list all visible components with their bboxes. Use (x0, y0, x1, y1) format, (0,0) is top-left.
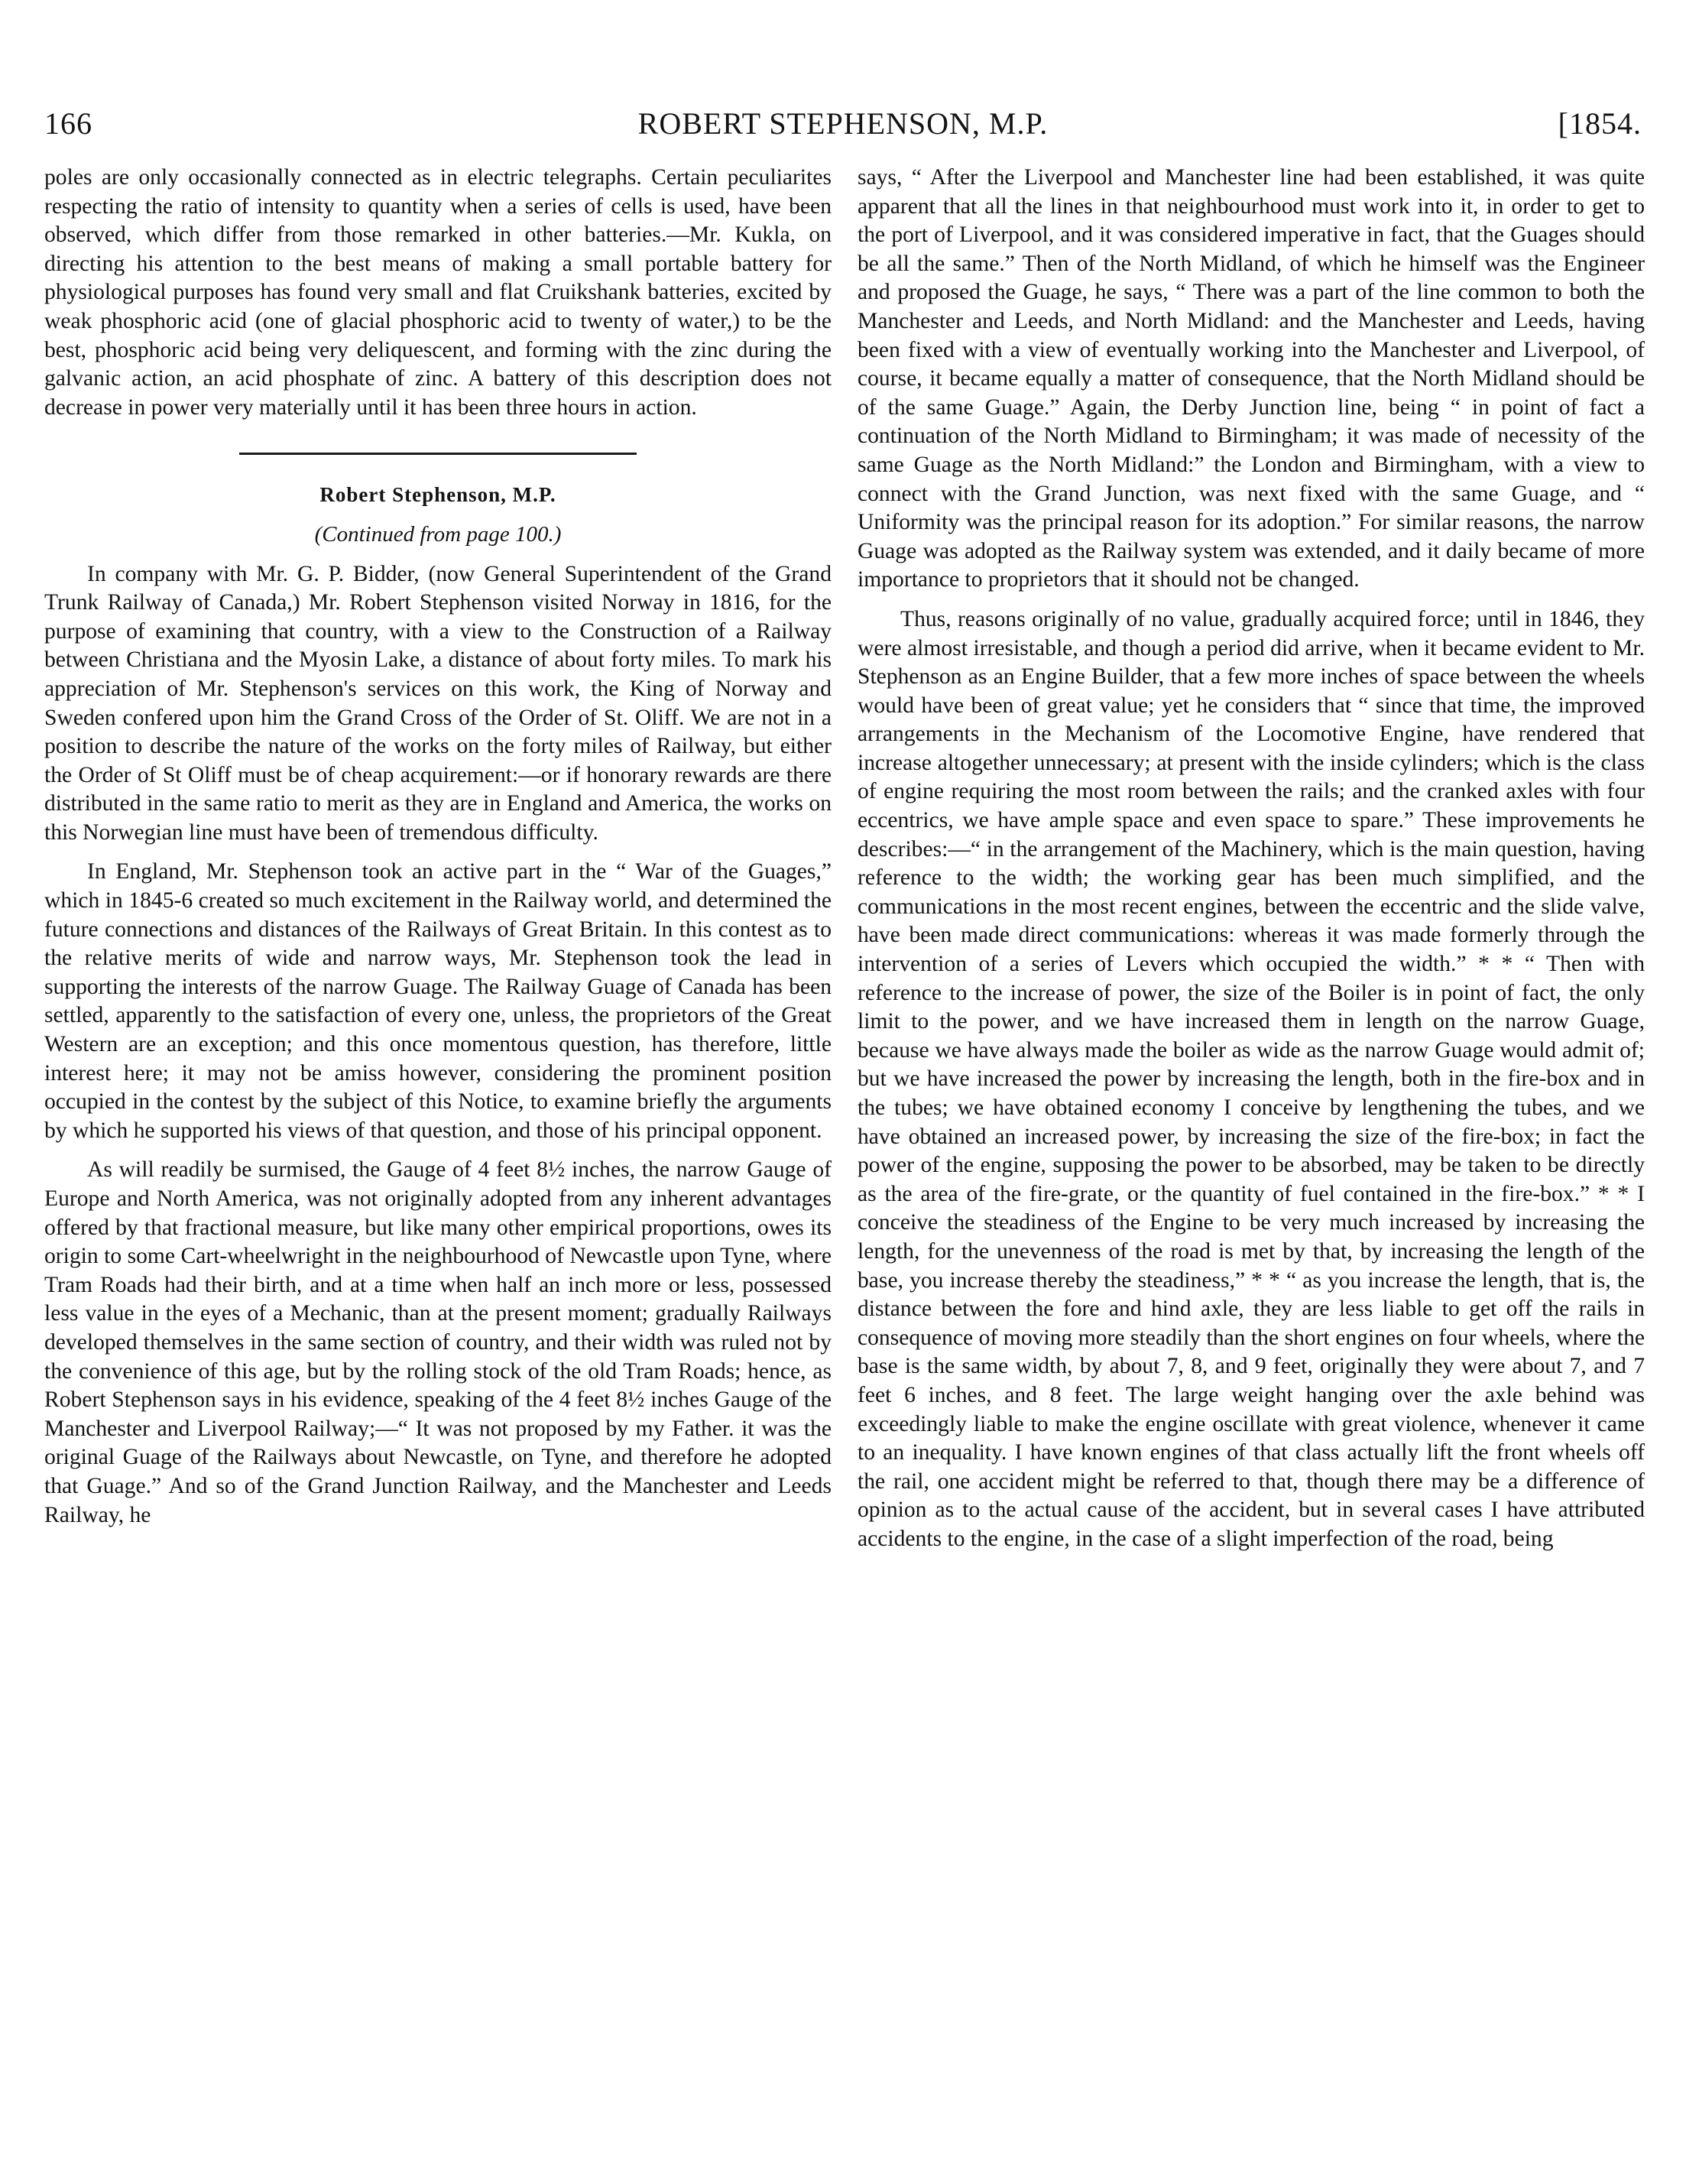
body-paragraph: Thus, reasons originally of no value, gradually acquired force; until in 1846, they were almost irresistable, and though a period did arrive, when it became evident to Mr. Stephenson as an Engine Builder, that a few more inches of space between the wheels would have been of great value; yet he considers that “ since that time, the improved arrangements in the Mechanism of the Locomotive Engine, have rendered that increase altogether unnecessary; at present with the inside cylinders; which is the class of engine requiring the most room between the rails; and the cranked axles with four eccentrics, we have ample space and even space to spare.” These improvements he describes:—“ in the arrangement of the Machinery, which is the main question, having reference to the width; the working gear has been much simplified, and the communications in the most recent engines, between the eccentric and the slide valve, have been made direct communications: whereas it was made formerly through the intervention of a series of Levers which occupied the width.” * * “ Then with reference to the increase of power, the size of the Boiler is in point of fact, the only limit to the power, and we have increased them in length on the narrow Guage, because we have always made the boiler as wide as the narrow Guage would admit of; but we have increased the power by increasing the length, both in the fire-box and in the tubes; we have obtained economy I conceive by lengthening the tubes, and we have obtained an increased power, by increasing the size of the fire-box; in fact the power of the engine, supposing the power to be absorbed, may be taken to be directly as the area of the fire-grate, or the quantity of fuel contained in the fire-box.” * * I conceive the steadiness of the Engine to be very much increased by increasing the length, for the unevenness of the road is met by that, by increasing the length of the base, you increase thereby the steadiness,” * * “ as you increase the length, that is, the distance between the fore and hind axle, they are less liable to get off the rails in consequence of moving more steadily than the short engines on four wheels, where the base is the same width, by about 7, 8, and 9 feet, originally they were about 7, and 7 feet 6 inches, and 8 feet. The large weight hanging over the axle behind was exceedingly liable to make the engine oscillate with great violence, whenever it came to an inequality. I have known engines of that class actually lift the front wheels off the rail, one accident might be referred to that, though there may be a difference of opinion as to the actual cause of the accident, but in several cases I have attributed accidents to the engine, in the case of a slight imperfection of the road, being (858, 606, 1645, 1551)
body-paragraph: In company with Mr. G. P. Bidder, (now General Superintendent of the Grand Trunk Railway of Canada,) Mr. Robert Stephenson visited Norway in 1816, for the purpose of examining that country, with a view to the Construction of a Railway between Christiana and the Myosin Lake, a distance of about forty miles. To mark his appreciation of Mr. Stephenson's services on this work, the King of Norway and Sweden confered upon him the Grand Cross of the Order of St. Oliff. We are not in a position to describe the nature of the works on the forty miles of Railway, but either the Order of St Oliff must be of cheap acquirement:—or if honorary rewards are there distributed in the same ratio to merit as they are in England and America, the works on this Norwegian line must have been of tremendous difficulty. (44, 561, 832, 845)
section-title: Robert Stephenson, M.P. (319, 483, 556, 507)
page-number: 166 (44, 106, 92, 141)
running-title: ROBERT STEPHENSON, M.P. (637, 106, 1049, 141)
body-paragraph: As will readily be surmised, the Gauge of 4 feet 8½ inches, the narrow Gauge of Europe and North America, was not originally adopted from any inherent advantages offered by that fractional measure, but like many other empirical proportions, owes its origin to some Cart-wheelwright in the neighbourhood of Newcastle upon Tyne, where Tram Roads had their birth, and at a time when half an inch more or less, possessed less value in the eyes of a Mechanic, than at the present moment; gradually Railways developed themselves in the same section of country, and their width was ruled not by the convenience of this age, but by the rolling stock of the old Tram Roads; hence, as Robert Stephenson says in his evidence, speaking of the 4 feet 8½ inches Gauge of the Manchester and Liverpool Railway;—“ It was not proposed by my Father. it was the original Guage of the Railways about Newcastle, on Tyne, and therefore he adopted that Guage.” And so of the Grand Junction Railway, and the Manchester and Leeds Railway, he (44, 1157, 832, 1527)
intro-paragraph: poles are only occasionally connected as in electric telegraphs. Certain peculiarites respecting the ratio of intensity to quantity when a series of cells is used, have been observed, which differ from those remarked in other batteries.—Mr. Kukla, on directing his attention to the best means of making a small portable battery for physiological purposes has found very small and flat Cruikshank batteries, excited by weak phosphoric acid (one of glacial phosphoric acid to twenty of water,) to be the best, phosphoric acid being very deliquescent, and forming with the zinc during the galvanic action, an acid phosphate of zinc. A battery of this description does not decrease in power very materially until it has been three hours in action. (44, 165, 832, 420)
body-paragraph: says, “ After the Liverpool and Manchester line had been established, it was quite apparent that all the lines in that neighbourhood must work into it, in order to get to the port of Liverpool, and it was considered imperative in fact, that the Guages should be all the same.” Then of the North Midland, of which he himself was the Engineer and proposed the Guage, he says, “ There was a part of the line common to both the Manchester and Leeds, and North Midland: and the Manchester and Leeds, having been fixed with a view of eventually working into the Manchester and Liverpool, of course, it became equally a matter of consequence, that the North Midland should be of the same Guage.” Again, the Derby Junction line, being “ in point of fact a continuation of the North Midland to Birmingham; it was made of necessity of the same Guage as the North Midland:” the London and Birmingham, with a view to connect with the Grand Junction, was next fixed with the same Guage, and “ Uniformity was the principal reason for its adoption.” For similar reasons, the narrow Guage was adopted as the Railway system was extended, and it daily became of more importance to proprietors that it should not be changed. (858, 165, 1645, 592)
body-paragraph: In England, Mr. Stephenson took an active part in the “ War of the Guages,” which in 1845-6 created so much excitement in the Railway world, and determined the future connections and distances of the Railways of Great Britain. In this contest as to the relative merits of wide and narrow ways, Mr. Stephenson took the lead in supporting the interests of the narrow Guage. The Railway Guage of Canada has been settled, apparently to the satisfaction of every one, unless, the proprietors of the Great Western are an exception; and this once momentous question, has therefore, little interest here; it may not be amiss however, considering the prominent position occupied in the contest by the subject of this Notice, to examine briefly the arguments by which he supported his views of that question, and those of his principal opponent. (44, 859, 832, 1143)
left-column (44, 164, 832, 1540)
running-header (44, 105, 1642, 151)
section-subtitle: (Continued from page 100.) (314, 521, 562, 547)
running-year: [1854. (1558, 106, 1642, 141)
section-divider (239, 453, 637, 455)
right-column (858, 164, 1645, 1565)
